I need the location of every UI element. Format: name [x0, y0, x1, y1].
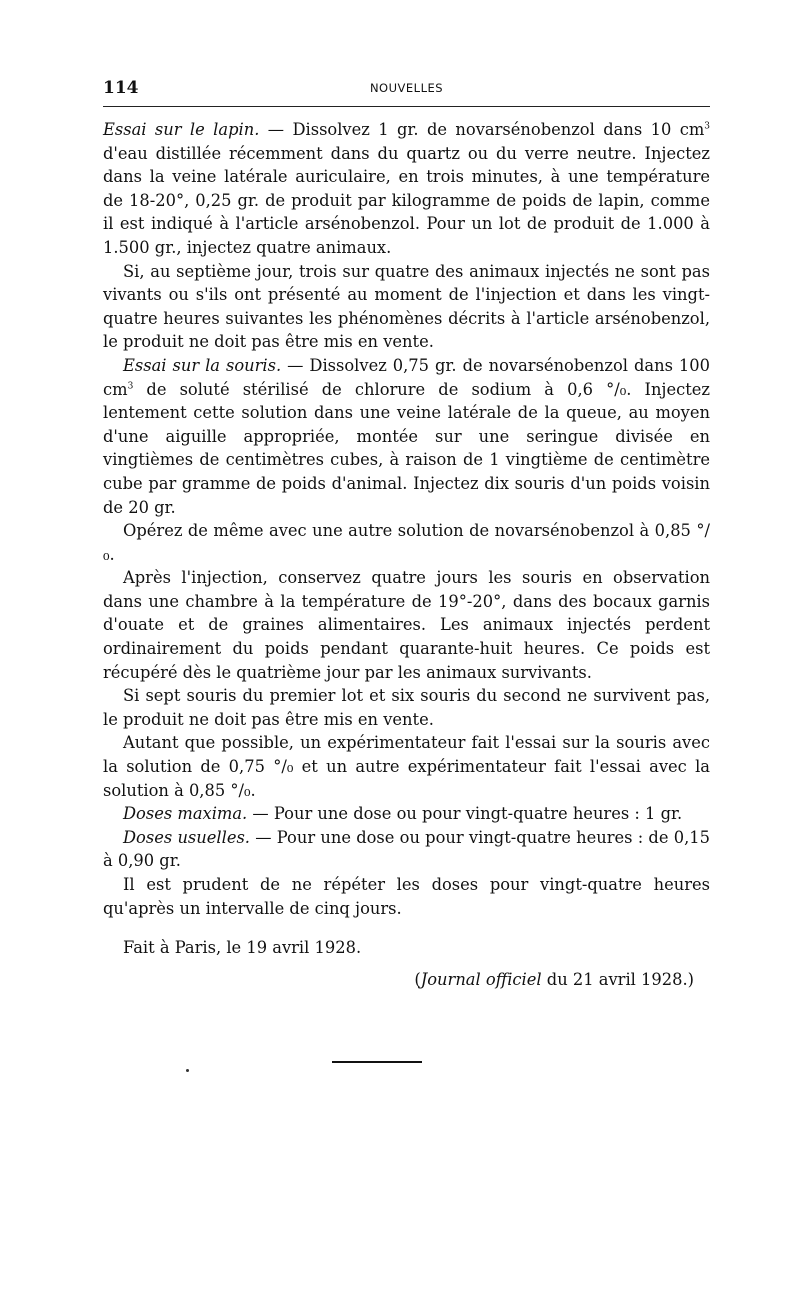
section-title-maxima: Doses maxima.	[123, 804, 248, 824]
paragraph-essai-souris: Essai sur la souris. — Dissolvez 0,75 gr. de novarsénobenzol dans 100 $cm^3$ de soluté stérilisé de chlorure de sodium à 0,6 °/₀. Injectez lentement cette solution dans une veine latérale de la queue, au moyen d'une aiguille appropriée, montée sur une seringue divisée en vingtièmes de centimètres cubes, à raison de 1 vingtième de centimètre cube par gramme de poids d'animal. Injectez dix souris d'un poids voisin de 20 gr.	[103, 355, 710, 517]
paragraph-autant: Autant que possible, un expérimentateur fait l'essai sur la souris avec la solution de 0,75 °/₀ et un autre expérimentateur fait l'essai avec la solution à 0,85 °/₀.	[103, 733, 710, 800]
paragraph-apres-injection: Après l'injection, conservez quatre jours les souris en observation dans une chambre à la température de 19°-20°, dans des bocaux garnis d'ouate et de graines alimentaires. Les animaux injectés perdent ordinairement du poids pendant quarante-huit heures. Ce poids est récupéré dès le quatrième jour par les animaux survivants.	[103, 568, 710, 682]
article-body	[103, 118, 710, 920]
dateline: Fait à Paris, le 19 avril 1928.	[123, 938, 362, 958]
paragraph-prudent: Il est prudent de ne répéter les doses pour vingt-quatre heures qu'après un intervalle de cinq jours.	[103, 875, 710, 918]
paragraph-doses-usuelles: Doses usuelles. — Pour une dose ou pour vingt-quatre heures : de 0,15 à 0,90 gr.	[103, 827, 710, 871]
page	[103, 72, 710, 992]
section-title-usuelles: Doses usuelles.	[123, 827, 250, 847]
header-rule	[103, 106, 710, 107]
source-journal-title: Journal officiel	[420, 970, 542, 990]
source-citation: (Journal officiel du 21 avril 1928.)	[414, 970, 694, 990]
page-header	[103, 72, 710, 102]
print-speck	[186, 1069, 189, 1072]
page-number: 114	[103, 78, 139, 98]
paragraph-survie: Si sept souris du premier lot et six souris du second ne survivent pas, le produit ne doit pas être mis en vente.	[103, 686, 710, 729]
section-title-lapin: Essai sur le lapin.	[103, 120, 260, 139]
end-rule	[332, 1061, 422, 1063]
paragraph-essai-lapin: Essai sur le lapin. — Dissolvez 1 gr. de novarsénobenzol dans 10 $cm^3$ d'eau distillée récemment dans du quartz ou du verre neutre. Injectez dans la veine latérale auriculaire, en trois minutes, à une température de 18-20°, 0,25 gr. de produit par kilogramme de poids de lapin, comme il est indiqué à l'article arsénobenzol. Pour un lot de produit de 1.000 à 1.500 gr., injectez quatre animaux.	[103, 120, 710, 257]
section-title-souris: Essai sur la souris.	[123, 355, 282, 375]
running-head: NOUVELLES	[369, 81, 444, 95]
signoff	[103, 936, 710, 992]
paragraph-septieme-jour: Si, au septième jour, trois sur quatre des animaux injectés ne sont pas vivants ou s'ils ont présenté au moment de l'injection et dans les vingt-quatre heures suivantes les phénomènes décrits à l'article arsénobenzol, le produit ne doit pas être mis en vente.	[103, 261, 710, 352]
paragraph-operez: Opérez de même avec une autre solution de novarsénobenzol à 0,85 °/₀.	[103, 521, 710, 564]
paragraph-doses-maxima: Doses maxima. — Pour une dose ou pour vingt-quatre heures : 1 gr.	[123, 804, 683, 824]
